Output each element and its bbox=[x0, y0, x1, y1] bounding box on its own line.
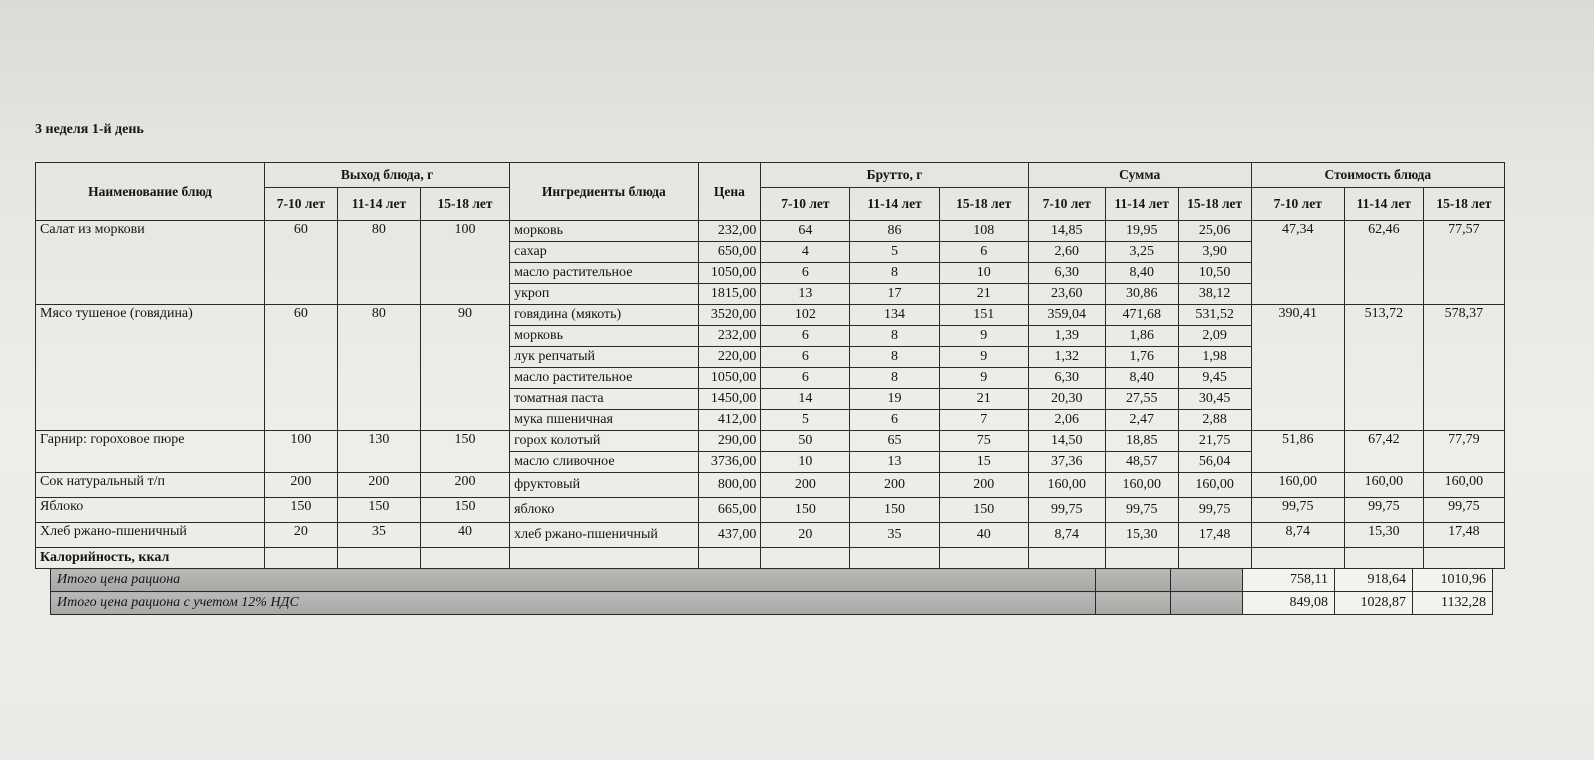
blank-cell bbox=[761, 548, 850, 569]
dish-yield: 130 bbox=[337, 431, 420, 473]
blank-cell bbox=[698, 548, 761, 569]
blank-cell bbox=[1251, 548, 1344, 569]
blank-cell bbox=[264, 548, 337, 569]
ingredient-sum: 30,45 bbox=[1178, 389, 1251, 410]
dish-yield: 90 bbox=[420, 305, 509, 431]
ingredient-price: 3736,00 bbox=[698, 452, 761, 473]
ingredient-sum: 14,50 bbox=[1028, 431, 1105, 452]
dish-cost: 67,42 bbox=[1344, 431, 1423, 473]
age-header: 7-10 лет bbox=[1251, 188, 1344, 221]
ingredient-gross: 13 bbox=[761, 284, 850, 305]
table-row bbox=[36, 305, 1505, 326]
dish-cost: 160,00 bbox=[1251, 473, 1344, 498]
age-header: 11-14 лет bbox=[850, 188, 939, 221]
ingredient-sum: 20,30 bbox=[1028, 389, 1105, 410]
ingredient-sum: 160,00 bbox=[1028, 473, 1105, 498]
ingredient-gross: 65 bbox=[850, 431, 939, 452]
ingredient-gross: 150 bbox=[761, 498, 850, 523]
age-header: 15-18 лет bbox=[1178, 188, 1251, 221]
blank-cell bbox=[850, 548, 939, 569]
ingredient-sum: 2,47 bbox=[1105, 410, 1178, 431]
age-header: 15-18 лет bbox=[1423, 188, 1504, 221]
ingredient-name: укроп bbox=[510, 284, 698, 305]
blank-cell bbox=[510, 548, 698, 569]
dish-cost: 77,57 bbox=[1423, 221, 1504, 305]
dish-name: Салат из моркови bbox=[36, 221, 265, 305]
ingredient-gross: 17 bbox=[850, 284, 939, 305]
ingredient-sum: 3,25 bbox=[1105, 242, 1178, 263]
ingredient-sum: 99,75 bbox=[1028, 498, 1105, 523]
ingredient-name: горох колотый bbox=[510, 431, 698, 452]
ingredient-sum: 8,40 bbox=[1105, 368, 1178, 389]
ingredient-gross: 21 bbox=[939, 284, 1028, 305]
dish-name: Сок натуральный т/п bbox=[36, 473, 265, 498]
ingredient-gross: 8 bbox=[850, 263, 939, 284]
ingredient-gross: 10 bbox=[939, 263, 1028, 284]
ingredient-gross: 14 bbox=[761, 389, 850, 410]
dish-cost: 578,37 bbox=[1423, 305, 1504, 431]
table-row bbox=[36, 498, 1505, 523]
ingredient-gross: 4 bbox=[761, 242, 850, 263]
blank-cell bbox=[1096, 592, 1171, 615]
ingredient-price: 1815,00 bbox=[698, 284, 761, 305]
ingredient-sum: 2,60 bbox=[1028, 242, 1105, 263]
ingredient-gross: 9 bbox=[939, 347, 1028, 368]
dish-yield: 150 bbox=[337, 498, 420, 523]
ingredient-sum: 2,88 bbox=[1178, 410, 1251, 431]
ingredient-sum: 23,60 bbox=[1028, 284, 1105, 305]
dish-yield: 80 bbox=[337, 221, 420, 305]
ingredient-gross: 6 bbox=[761, 347, 850, 368]
blank-cell bbox=[420, 548, 509, 569]
ingredient-price: 800,00 bbox=[698, 473, 761, 498]
total-value: 758,11 bbox=[1243, 569, 1335, 592]
ingredient-name: масло растительное bbox=[510, 263, 698, 284]
age-header: 11-14 лет bbox=[337, 188, 420, 221]
age-header: 11-14 лет bbox=[1344, 188, 1423, 221]
ingredient-gross: 108 bbox=[939, 221, 1028, 242]
ingredient-sum: 8,74 bbox=[1028, 523, 1105, 548]
ingredient-price: 412,00 bbox=[698, 410, 761, 431]
ingredient-gross: 102 bbox=[761, 305, 850, 326]
ingredient-price: 3520,00 bbox=[698, 305, 761, 326]
ingredient-gross: 20 bbox=[761, 523, 850, 548]
ingredient-sum: 37,36 bbox=[1028, 452, 1105, 473]
ingredient-sum: 21,75 bbox=[1178, 431, 1251, 452]
ingredient-sum: 48,57 bbox=[1105, 452, 1178, 473]
total-vat-value: 1132,28 bbox=[1413, 592, 1493, 615]
dish-yield: 35 bbox=[337, 523, 420, 548]
ingredient-sum: 99,75 bbox=[1178, 498, 1251, 523]
ingredient-price: 290,00 bbox=[698, 431, 761, 452]
ingredient-gross: 150 bbox=[850, 498, 939, 523]
col-header-name: Наименование блюд bbox=[36, 163, 265, 221]
dish-cost: 390,41 bbox=[1251, 305, 1344, 431]
ingredient-sum: 25,06 bbox=[1178, 221, 1251, 242]
total-vat-label: Итого цена рациона с учетом 12% НДС bbox=[51, 592, 1096, 615]
dish-cost: 77,79 bbox=[1423, 431, 1504, 473]
ingredient-name: масло сливочное bbox=[510, 452, 698, 473]
dish-yield: 200 bbox=[420, 473, 509, 498]
dish-yield: 150 bbox=[264, 498, 337, 523]
ingredient-name: масло растительное bbox=[510, 368, 698, 389]
total-value: 918,64 bbox=[1335, 569, 1413, 592]
dish-cost: 15,30 bbox=[1344, 523, 1423, 548]
ingredient-name: яблоко bbox=[510, 498, 698, 523]
ingredient-gross: 8 bbox=[850, 326, 939, 347]
blank-cell bbox=[337, 548, 420, 569]
ingredient-price: 665,00 bbox=[698, 498, 761, 523]
ingredient-sum: 531,52 bbox=[1178, 305, 1251, 326]
ingredient-sum: 30,86 bbox=[1105, 284, 1178, 305]
dish-cost: 99,75 bbox=[1344, 498, 1423, 523]
ingredient-gross: 64 bbox=[761, 221, 850, 242]
ingredient-gross: 8 bbox=[850, 347, 939, 368]
ingredient-sum: 160,00 bbox=[1178, 473, 1251, 498]
total-label: Итого цена рациона bbox=[51, 569, 1096, 592]
dish-yield: 200 bbox=[337, 473, 420, 498]
ingredient-price: 232,00 bbox=[698, 221, 761, 242]
blank-cell bbox=[1028, 548, 1105, 569]
ingredient-sum: 8,40 bbox=[1105, 263, 1178, 284]
ingredient-gross: 6 bbox=[939, 242, 1028, 263]
ingredient-name: мука пшеничная bbox=[510, 410, 698, 431]
ingredient-name: морковь bbox=[510, 221, 698, 242]
dish-yield: 20 bbox=[264, 523, 337, 548]
dish-cost: 160,00 bbox=[1344, 473, 1423, 498]
blank-cell bbox=[1105, 548, 1178, 569]
total-vat-row bbox=[51, 592, 1493, 615]
dish-cost: 160,00 bbox=[1423, 473, 1504, 498]
blank-cell bbox=[1171, 569, 1243, 592]
menu-body bbox=[36, 221, 1505, 569]
page-title: 3 неделя 1-й день bbox=[35, 122, 144, 137]
ingredient-gross: 35 bbox=[850, 523, 939, 548]
col-header-gross: Брутто, г bbox=[761, 163, 1028, 188]
ingredient-gross: 13 bbox=[850, 452, 939, 473]
ingredient-price: 1050,00 bbox=[698, 368, 761, 389]
age-header: 15-18 лет bbox=[420, 188, 509, 221]
ingredient-gross: 200 bbox=[761, 473, 850, 498]
dish-cost: 8,74 bbox=[1251, 523, 1344, 548]
dish-cost: 51,86 bbox=[1251, 431, 1344, 473]
table-row bbox=[36, 473, 1505, 498]
blank-cell bbox=[1171, 592, 1243, 615]
ingredient-gross: 6 bbox=[850, 410, 939, 431]
col-header-ingredients: Ингредиенты блюда bbox=[510, 163, 698, 221]
ingredient-sum: 19,95 bbox=[1105, 221, 1178, 242]
ingredient-name: томатная паста bbox=[510, 389, 698, 410]
dish-cost: 513,72 bbox=[1344, 305, 1423, 431]
dish-cost: 47,34 bbox=[1251, 221, 1344, 305]
ingredient-sum: 18,85 bbox=[1105, 431, 1178, 452]
menu-table bbox=[35, 162, 1505, 569]
ingredient-sum: 27,55 bbox=[1105, 389, 1178, 410]
table-row bbox=[36, 523, 1505, 548]
ingredient-gross: 6 bbox=[761, 368, 850, 389]
ingredient-sum: 56,04 bbox=[1178, 452, 1251, 473]
ingredient-sum: 359,04 bbox=[1028, 305, 1105, 326]
age-header: 7-10 лет bbox=[1028, 188, 1105, 221]
total-value: 1010,96 bbox=[1413, 569, 1493, 592]
dish-yield: 200 bbox=[264, 473, 337, 498]
ingredient-name: лук репчатый bbox=[510, 347, 698, 368]
ingredient-sum: 2,09 bbox=[1178, 326, 1251, 347]
ingredient-gross: 21 bbox=[939, 389, 1028, 410]
ingredient-gross: 86 bbox=[850, 221, 939, 242]
ingredient-sum: 38,12 bbox=[1178, 284, 1251, 305]
dish-yield: 100 bbox=[420, 221, 509, 305]
ingredient-gross: 200 bbox=[850, 473, 939, 498]
ingredient-sum: 160,00 bbox=[1105, 473, 1178, 498]
ingredient-name: фруктовый bbox=[510, 473, 698, 498]
ingredient-price: 232,00 bbox=[698, 326, 761, 347]
age-header: 15-18 лет bbox=[939, 188, 1028, 221]
ingredient-gross: 15 bbox=[939, 452, 1028, 473]
total-row bbox=[51, 569, 1493, 592]
ingredient-sum: 99,75 bbox=[1105, 498, 1178, 523]
dish-name: Яблоко bbox=[36, 498, 265, 523]
blank-cell bbox=[1423, 548, 1504, 569]
ingredient-price: 650,00 bbox=[698, 242, 761, 263]
ingredient-gross: 151 bbox=[939, 305, 1028, 326]
ingredient-name: сахар bbox=[510, 242, 698, 263]
ingredient-gross: 40 bbox=[939, 523, 1028, 548]
age-header: 11-14 лет bbox=[1105, 188, 1178, 221]
ingredient-price: 437,00 bbox=[698, 523, 761, 548]
ingredient-sum: 1,98 bbox=[1178, 347, 1251, 368]
table-row bbox=[36, 221, 1505, 242]
ingredient-gross: 5 bbox=[761, 410, 850, 431]
ingredient-gross: 6 bbox=[761, 326, 850, 347]
calories-label: Калорийность, ккал bbox=[36, 548, 265, 569]
dish-yield: 60 bbox=[264, 305, 337, 431]
dish-cost: 99,75 bbox=[1251, 498, 1344, 523]
ingredient-name: хлеб ржано-пшеничный bbox=[510, 523, 698, 548]
blank-cell bbox=[1344, 548, 1423, 569]
ingredient-gross: 50 bbox=[761, 431, 850, 452]
ingredient-sum: 10,50 bbox=[1178, 263, 1251, 284]
ingredient-sum: 1,39 bbox=[1028, 326, 1105, 347]
total-vat-value: 1028,87 bbox=[1335, 592, 1413, 615]
blank-cell bbox=[1096, 569, 1171, 592]
dish-yield: 60 bbox=[264, 221, 337, 305]
ingredient-name: говядина (мякоть) bbox=[510, 305, 698, 326]
ingredient-gross: 75 bbox=[939, 431, 1028, 452]
ingredient-sum: 2,06 bbox=[1028, 410, 1105, 431]
dish-name: Гарнир: гороховое пюре bbox=[36, 431, 265, 473]
ingredient-price: 220,00 bbox=[698, 347, 761, 368]
ingredient-price: 1450,00 bbox=[698, 389, 761, 410]
dish-cost: 99,75 bbox=[1423, 498, 1504, 523]
col-header-price: Цена bbox=[698, 163, 761, 221]
dish-yield: 150 bbox=[420, 498, 509, 523]
ingredient-sum: 1,32 bbox=[1028, 347, 1105, 368]
ingredient-gross: 150 bbox=[939, 498, 1028, 523]
ingredient-sum: 17,48 bbox=[1178, 523, 1251, 548]
blank-cell bbox=[939, 548, 1028, 569]
blank-cell bbox=[1178, 548, 1251, 569]
col-header-cost: Стоимость блюда bbox=[1251, 163, 1504, 188]
ingredient-gross: 6 bbox=[761, 263, 850, 284]
dish-cost: 62,46 bbox=[1344, 221, 1423, 305]
ingredient-sum: 6,30 bbox=[1028, 263, 1105, 284]
col-header-yield: Выход блюда, г bbox=[264, 163, 509, 188]
ingredient-sum: 1,86 bbox=[1105, 326, 1178, 347]
dish-yield: 100 bbox=[264, 431, 337, 473]
ingredient-sum: 3,90 bbox=[1178, 242, 1251, 263]
ingredient-gross: 8 bbox=[850, 368, 939, 389]
ingredient-gross: 9 bbox=[939, 368, 1028, 389]
ingredient-name: морковь bbox=[510, 326, 698, 347]
dish-name: Хлеб ржано-пшеничный bbox=[36, 523, 265, 548]
table-row bbox=[36, 431, 1505, 452]
dish-name: Мясо тушеное (говядина) bbox=[36, 305, 265, 431]
ingredient-gross: 10 bbox=[761, 452, 850, 473]
ingredient-price: 1050,00 bbox=[698, 263, 761, 284]
total-vat-value: 849,08 bbox=[1243, 592, 1335, 615]
col-header-sum: Сумма bbox=[1028, 163, 1251, 188]
ingredient-gross: 7 bbox=[939, 410, 1028, 431]
age-header: 7-10 лет bbox=[264, 188, 337, 221]
dish-yield: 40 bbox=[420, 523, 509, 548]
ingredient-sum: 1,76 bbox=[1105, 347, 1178, 368]
ingredient-gross: 19 bbox=[850, 389, 939, 410]
ingredient-gross: 200 bbox=[939, 473, 1028, 498]
ingredient-gross: 134 bbox=[850, 305, 939, 326]
ingredient-sum: 9,45 bbox=[1178, 368, 1251, 389]
ingredient-gross: 5 bbox=[850, 242, 939, 263]
ingredient-sum: 471,68 bbox=[1105, 305, 1178, 326]
calories-row bbox=[36, 548, 1505, 569]
ingredient-gross: 9 bbox=[939, 326, 1028, 347]
ingredient-sum: 15,30 bbox=[1105, 523, 1178, 548]
age-header: 7-10 лет bbox=[761, 188, 850, 221]
dish-cost: 17,48 bbox=[1423, 523, 1504, 548]
totals-table bbox=[50, 568, 1493, 615]
dish-yield: 150 bbox=[420, 431, 509, 473]
ingredient-sum: 14,85 bbox=[1028, 221, 1105, 242]
dish-yield: 80 bbox=[337, 305, 420, 431]
ingredient-sum: 6,30 bbox=[1028, 368, 1105, 389]
